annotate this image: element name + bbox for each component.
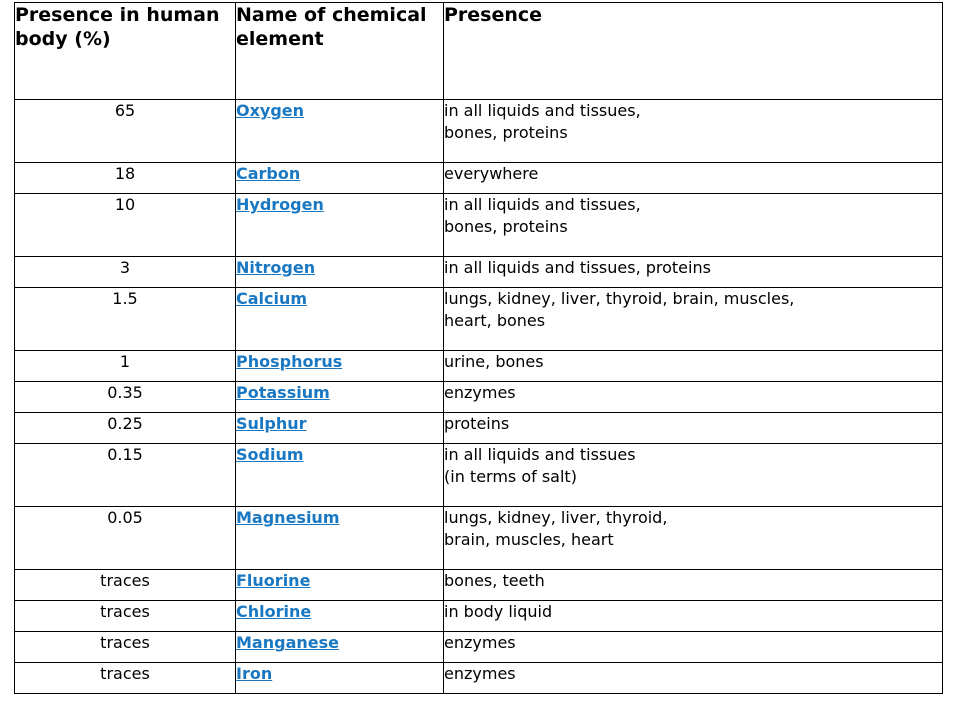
table-row (15, 351, 943, 382)
cell-percent: 65 (15, 100, 236, 163)
presence-line: in all liquids and tissues, (444, 101, 641, 120)
presence-line: in all liquids and tissues (444, 445, 636, 464)
element-link[interactable]: Magnesium (236, 508, 340, 527)
table-row (15, 100, 943, 163)
presence-line: in all liquids and tissues, (444, 195, 641, 214)
element-link[interactable]: Calcium (236, 289, 308, 308)
cell-presence (444, 100, 943, 163)
cell-presence (444, 632, 943, 663)
presence-line: in all liquids and tissues, proteins (444, 258, 711, 277)
cell-percent: 10 (15, 194, 236, 257)
element-link[interactable]: Sodium (236, 445, 304, 464)
header-row (15, 3, 943, 100)
element-link[interactable]: Fluorine (236, 571, 311, 590)
cell-presence (444, 601, 943, 632)
presence-line: proteins (444, 414, 510, 433)
table-row (15, 570, 943, 601)
presence-line: (in terms of salt) (444, 467, 577, 486)
table-row (15, 663, 943, 694)
cell-percent: traces (15, 570, 236, 601)
cell-percent: 0.35 (15, 382, 236, 413)
table-row (15, 444, 943, 507)
header-presence: Presence (444, 3, 943, 100)
table-row (15, 413, 943, 444)
cell-presence (444, 194, 943, 257)
cell-percent: 1 (15, 351, 236, 382)
table-row (15, 288, 943, 351)
presence-line: brain, muscles, heart (444, 530, 614, 549)
presence-line: enzymes (444, 664, 516, 683)
element-link[interactable]: Chlorine (236, 602, 312, 621)
element-link[interactable]: Manganese (236, 633, 339, 652)
table-row (15, 632, 943, 663)
cell-percent: 0.25 (15, 413, 236, 444)
presence-line: enzymes (444, 383, 516, 402)
table-row (15, 507, 943, 570)
presence-line: bones, proteins (444, 123, 568, 142)
element-link[interactable]: Potassium (236, 383, 330, 402)
cell-presence (444, 413, 943, 444)
cell-presence (444, 257, 943, 288)
cell-percent: 0.15 (15, 444, 236, 507)
element-link[interactable]: Sulphur (236, 414, 307, 433)
cell-presence (444, 444, 943, 507)
presence-line: in body liquid (444, 602, 553, 621)
presence-line: lungs, kidney, liver, thyroid, (444, 508, 668, 527)
elements-table (14, 2, 943, 694)
presence-line: urine, bones (444, 352, 544, 371)
element-link[interactable]: Carbon (236, 164, 301, 183)
element-link[interactable]: Oxygen (236, 101, 305, 120)
presence-line: enzymes (444, 633, 516, 652)
table-row (15, 194, 943, 257)
element-link[interactable]: Hydrogen (236, 195, 324, 214)
table-row (15, 382, 943, 413)
cell-percent: 1.5 (15, 288, 236, 351)
presence-line: heart, bones (444, 311, 546, 330)
cell-presence (444, 570, 943, 601)
cell-percent: 3 (15, 257, 236, 288)
header-presence-percent: Presence in human body (%) (15, 3, 236, 100)
presence-line: everywhere (444, 164, 539, 183)
cell-presence (444, 351, 943, 382)
cell-presence (444, 382, 943, 413)
cell-percent: 18 (15, 163, 236, 194)
cell-percent: traces (15, 663, 236, 694)
table-row (15, 601, 943, 632)
cell-percent: traces (15, 632, 236, 663)
cell-percent: traces (15, 601, 236, 632)
cell-percent: 0.05 (15, 507, 236, 570)
table-row (15, 257, 943, 288)
element-link[interactable]: Nitrogen (236, 258, 316, 277)
element-link[interactable]: Iron (236, 664, 273, 683)
presence-line: lungs, kidney, liver, thyroid, brain, muscles, (444, 289, 795, 308)
cell-presence (444, 507, 943, 570)
cell-presence (444, 288, 943, 351)
table-row (15, 163, 943, 194)
cell-presence (444, 663, 943, 694)
element-link[interactable]: Phosphorus (236, 352, 343, 371)
presence-line: bones, teeth (444, 571, 545, 590)
cell-presence (444, 163, 943, 194)
presence-line: bones, proteins (444, 217, 568, 236)
header-element-name: Name of chemical element (236, 3, 444, 100)
